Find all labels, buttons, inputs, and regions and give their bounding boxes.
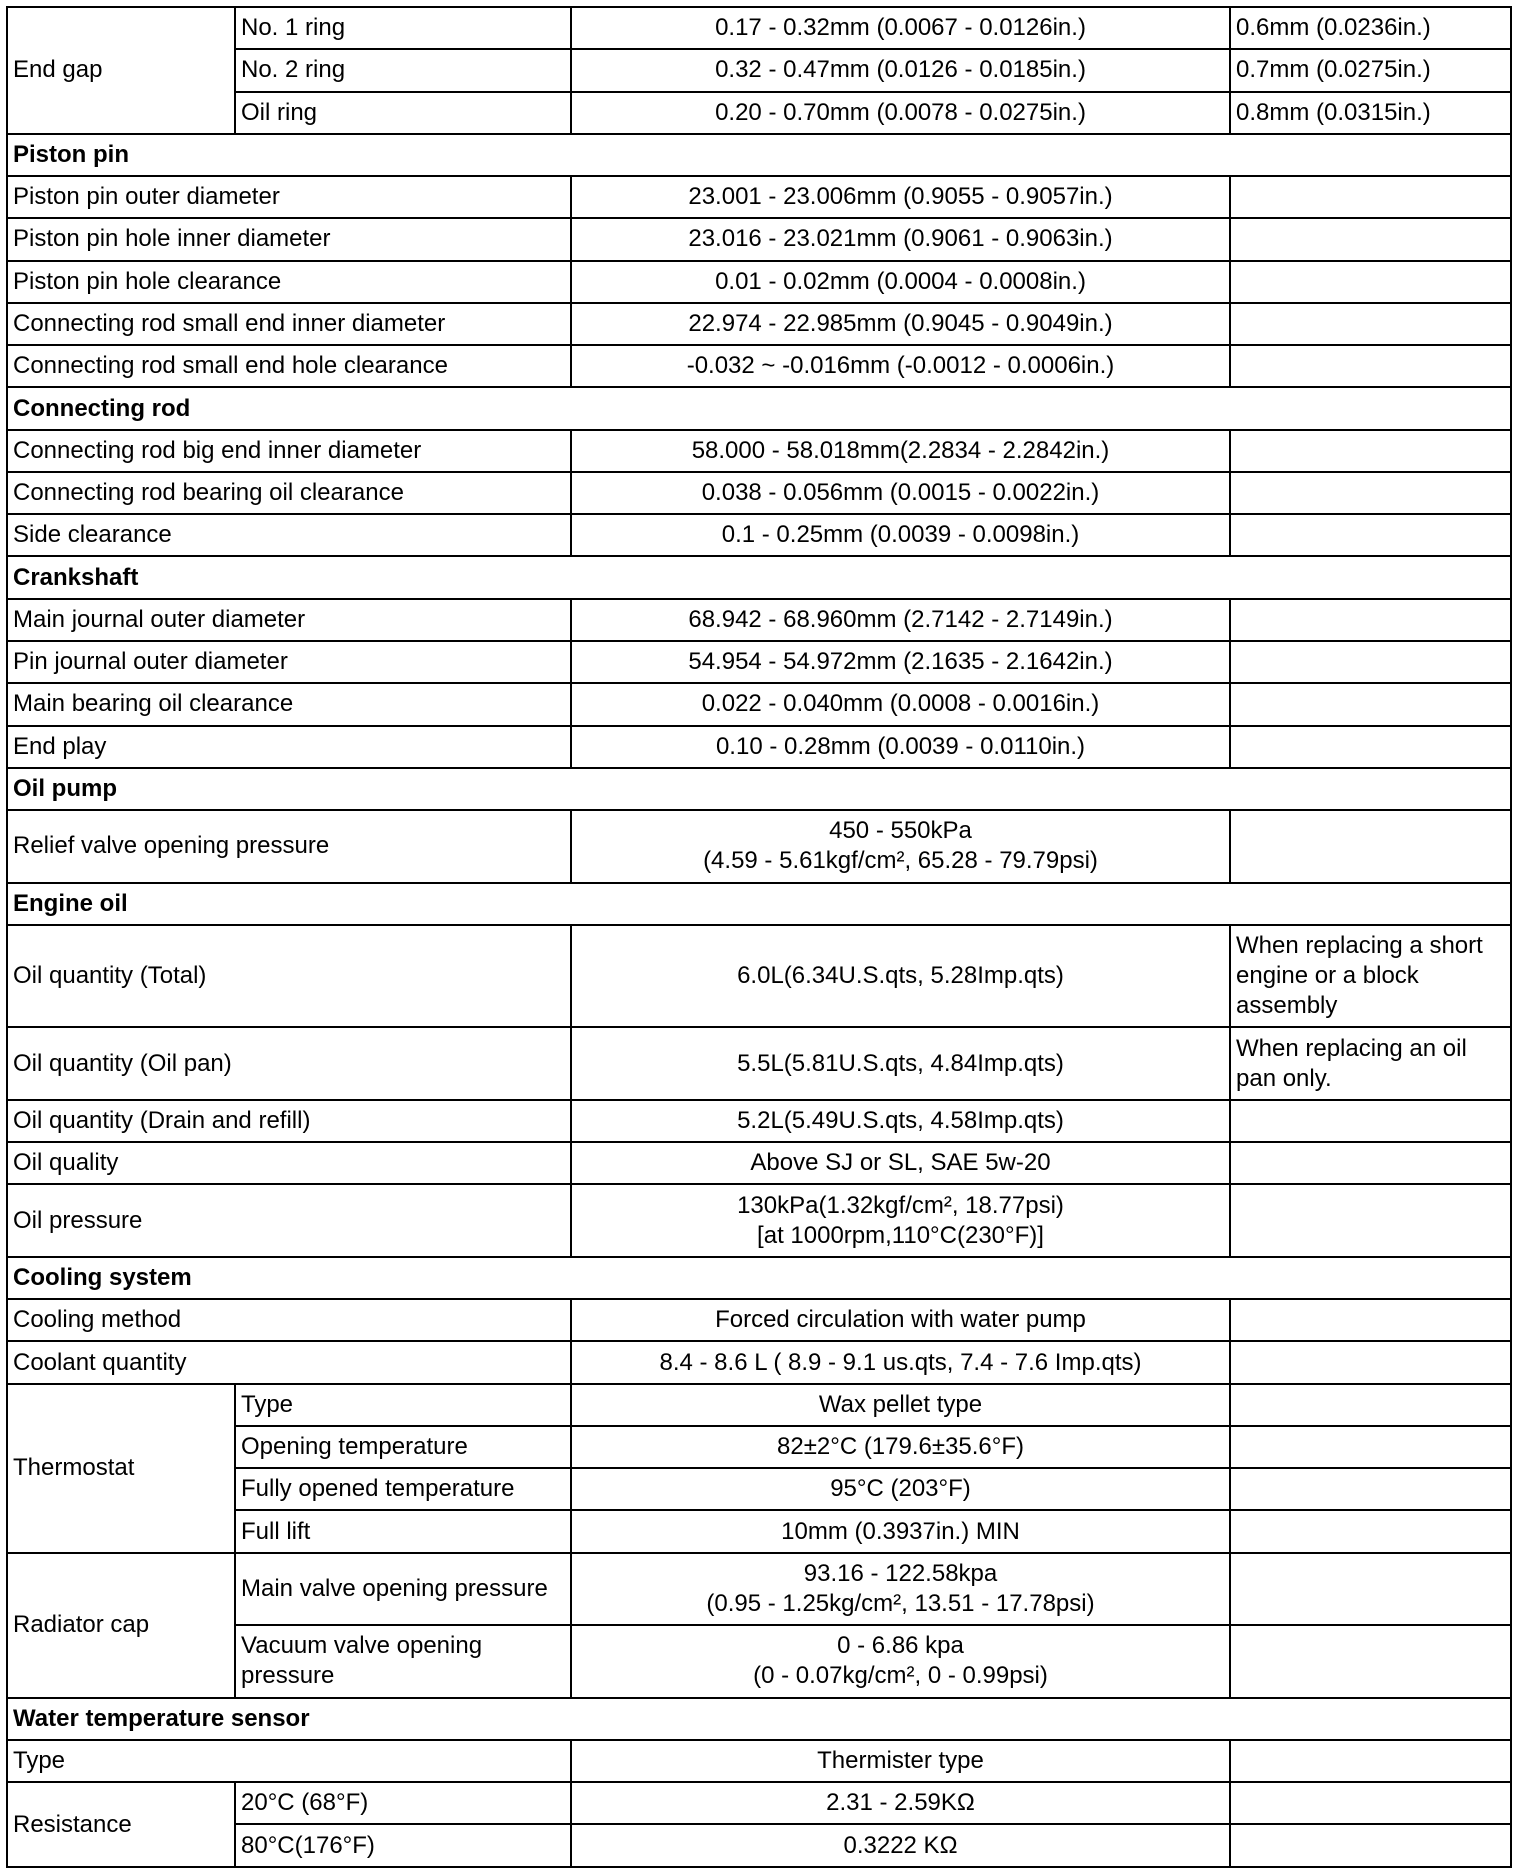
spec-limit — [1230, 1625, 1511, 1697]
spec-limit — [1230, 641, 1511, 683]
spec-value: 95°C (203°F) — [571, 1468, 1230, 1510]
spec-value: 58.000 - 58.018mm(2.2834 - 2.2842in.) — [571, 430, 1230, 472]
table-row — [7, 1782, 1511, 1824]
table-row — [7, 1299, 1511, 1341]
section-row — [7, 1698, 1511, 1740]
section-header: Connecting rod — [7, 387, 1511, 429]
spec-table-body — [7, 7, 1511, 1867]
spec-value: 450 - 550kPa (4.59 - 5.61kgf/cm², 65.28 - 79.79psi) — [571, 810, 1230, 882]
table-row — [7, 1341, 1511, 1383]
spec-value: 8.4 - 8.6 L ( 8.9 - 9.1 us.qts, 7.4 - 7.6 Imp.qts) — [571, 1341, 1230, 1383]
spec-label: End play — [7, 726, 571, 768]
spec-value: 5.5L(5.81U.S.qts, 4.84Imp.qts) — [571, 1027, 1230, 1099]
spec-limit — [1230, 1341, 1511, 1383]
table-row — [7, 430, 1511, 472]
spec-limit: 0.7mm (0.0275in.) — [1230, 49, 1511, 91]
sub-label: Type — [235, 1384, 571, 1426]
table-row — [7, 7, 1511, 49]
section-header: Piston pin — [7, 134, 1511, 176]
spec-table — [6, 6, 1512, 1868]
sub-label: Full lift — [235, 1510, 571, 1552]
spec-label: Side clearance — [7, 514, 571, 556]
sub-label: Fully opened temperature — [235, 1468, 571, 1510]
group-label: Radiator cap — [7, 1553, 235, 1698]
spec-value: -0.032 ~ -0.016mm (-0.0012 - 0.0006in.) — [571, 345, 1230, 387]
spec-value: Above SJ or SL, SAE 5w-20 — [571, 1142, 1230, 1184]
spec-limit — [1230, 1510, 1511, 1552]
section-header: Crankshaft — [7, 556, 1511, 598]
spec-label: Connecting rod big end inner diameter — [7, 430, 571, 472]
group-label: Resistance — [7, 1782, 235, 1867]
table-row — [7, 472, 1511, 514]
spec-value: 10mm (0.3937in.) MIN — [571, 1510, 1230, 1552]
section-row — [7, 883, 1511, 925]
sub-label: No. 1 ring — [235, 7, 571, 49]
spec-label: Main journal outer diameter — [7, 599, 571, 641]
spec-limit — [1230, 1426, 1511, 1468]
section-row — [7, 134, 1511, 176]
spec-limit — [1230, 1824, 1511, 1867]
table-row — [7, 261, 1511, 303]
spec-value: 0.20 - 0.70mm (0.0078 - 0.0275in.) — [571, 92, 1230, 134]
spec-value: 0.3222 KΩ — [571, 1824, 1230, 1867]
table-row — [7, 810, 1511, 882]
table-row — [7, 303, 1511, 345]
group-label: End gap — [7, 7, 235, 134]
spec-label: Connecting rod small end inner diameter — [7, 303, 571, 345]
spec-value: Forced circulation with water pump — [571, 1299, 1230, 1341]
spec-value: 5.2L(5.49U.S.qts, 4.58Imp.qts) — [571, 1100, 1230, 1142]
sub-label: No. 2 ring — [235, 49, 571, 91]
sub-label: Opening temperature — [235, 1426, 571, 1468]
section-header: Water temperature sensor — [7, 1698, 1511, 1740]
table-row — [7, 1384, 1511, 1426]
table-row — [7, 1100, 1511, 1142]
spec-value: 0.17 - 0.32mm (0.0067 - 0.0126in.) — [571, 7, 1230, 49]
spec-label: Connecting rod bearing oil clearance — [7, 472, 571, 514]
spec-value: 2.31 - 2.59KΩ — [571, 1782, 1230, 1824]
spec-limit — [1230, 1740, 1511, 1782]
spec-limit: When replacing an oil pan only. — [1230, 1027, 1511, 1099]
spec-limit — [1230, 683, 1511, 725]
spec-limit — [1230, 1468, 1511, 1510]
section-header: Oil pump — [7, 768, 1511, 810]
spec-limit: When replacing a short engine or a block assembly — [1230, 925, 1511, 1028]
spec-limit — [1230, 514, 1511, 556]
sub-label: 80°C(176°F) — [235, 1824, 571, 1867]
section-row — [7, 768, 1511, 810]
spec-limit — [1230, 1782, 1511, 1824]
spec-limit — [1230, 1553, 1511, 1625]
group-label: Thermostat — [7, 1384, 235, 1553]
spec-limit — [1230, 810, 1511, 882]
table-row — [7, 599, 1511, 641]
sub-label: Vacuum valve opening pressure — [235, 1625, 571, 1697]
table-row — [7, 514, 1511, 556]
spec-value: 0 - 6.86 kpa (0 - 0.07kg/cm², 0 - 0.99psi) — [571, 1625, 1230, 1697]
spec-label: Connecting rod small end hole clearance — [7, 345, 571, 387]
spec-limit — [1230, 1384, 1511, 1426]
spec-label: Oil pressure — [7, 1184, 571, 1256]
spec-value: 54.954 - 54.972mm (2.1635 - 2.1642in.) — [571, 641, 1230, 683]
section-row — [7, 387, 1511, 429]
spec-label: Piston pin hole inner diameter — [7, 218, 571, 260]
spec-value: 6.0L(6.34U.S.qts, 5.28Imp.qts) — [571, 925, 1230, 1028]
section-row — [7, 1257, 1511, 1299]
spec-label: Oil quantity (Drain and refill) — [7, 1100, 571, 1142]
table-row — [7, 345, 1511, 387]
sub-label: 20°C (68°F) — [235, 1782, 571, 1824]
spec-limit — [1230, 176, 1511, 218]
table-row — [7, 683, 1511, 725]
spec-value: 68.942 - 68.960mm (2.7142 - 2.7149in.) — [571, 599, 1230, 641]
table-row — [7, 641, 1511, 683]
spec-value: 130kPa(1.32kgf/cm², 18.77psi) [at 1000rpm,110°C(230°F)] — [571, 1184, 1230, 1256]
spec-value: 82±2°C (179.6±35.6°F) — [571, 1426, 1230, 1468]
spec-limit — [1230, 430, 1511, 472]
spec-limit — [1230, 726, 1511, 768]
table-row — [7, 1740, 1511, 1782]
spec-label: Oil quality — [7, 1142, 571, 1184]
table-row — [7, 176, 1511, 218]
spec-label: Pin journal outer diameter — [7, 641, 571, 683]
spec-label: Piston pin hole clearance — [7, 261, 571, 303]
spec-label: Oil quantity (Total) — [7, 925, 571, 1028]
spec-value: 93.16 - 122.58kpa (0.95 - 1.25kg/cm², 13.51 - 17.78psi) — [571, 1553, 1230, 1625]
spec-value: 23.016 - 23.021mm (0.9061 - 0.9063in.) — [571, 218, 1230, 260]
spec-limit — [1230, 472, 1511, 514]
spec-value: 0.022 - 0.040mm (0.0008 - 0.0016in.) — [571, 683, 1230, 725]
spec-label: Oil quantity (Oil pan) — [7, 1027, 571, 1099]
sub-label: Main valve opening pressure — [235, 1553, 571, 1625]
table-row — [7, 1142, 1511, 1184]
spec-value: 23.001 - 23.006mm (0.9055 - 0.9057in.) — [571, 176, 1230, 218]
table-row — [7, 1027, 1511, 1099]
spec-limit: 0.6mm (0.0236in.) — [1230, 7, 1511, 49]
table-row — [7, 218, 1511, 260]
spec-limit — [1230, 1299, 1511, 1341]
table-row — [7, 1553, 1511, 1625]
spec-limit — [1230, 1184, 1511, 1256]
spec-limit — [1230, 1142, 1511, 1184]
section-row — [7, 556, 1511, 598]
spec-limit — [1230, 345, 1511, 387]
spec-value: 0.01 - 0.02mm (0.0004 - 0.0008in.) — [571, 261, 1230, 303]
spec-label: Cooling method — [7, 1299, 571, 1341]
table-row — [7, 726, 1511, 768]
spec-value: 22.974 - 22.985mm (0.9045 - 0.9049in.) — [571, 303, 1230, 345]
table-row — [7, 1184, 1511, 1256]
spec-label: Relief valve opening pressure — [7, 810, 571, 882]
spec-label: Piston pin outer diameter — [7, 176, 571, 218]
spec-value: Thermister type — [571, 1740, 1230, 1782]
spec-value: 0.10 - 0.28mm (0.0039 - 0.0110in.) — [571, 726, 1230, 768]
section-header: Engine oil — [7, 883, 1511, 925]
spec-limit — [1230, 261, 1511, 303]
spec-value: 0.1 - 0.25mm (0.0039 - 0.0098in.) — [571, 514, 1230, 556]
table-row — [7, 925, 1511, 1028]
spec-limit: 0.8mm (0.0315in.) — [1230, 92, 1511, 134]
spec-limit — [1230, 599, 1511, 641]
spec-label: Type — [7, 1740, 571, 1782]
spec-label: Main bearing oil clearance — [7, 683, 571, 725]
spec-value: Wax pellet type — [571, 1384, 1230, 1426]
spec-value: 0.32 - 0.47mm (0.0126 - 0.0185in.) — [571, 49, 1230, 91]
spec-value: 0.038 - 0.056mm (0.0015 - 0.0022in.) — [571, 472, 1230, 514]
spec-limit — [1230, 303, 1511, 345]
sub-label: Oil ring — [235, 92, 571, 134]
spec-limit — [1230, 218, 1511, 260]
spec-limit — [1230, 1100, 1511, 1142]
spec-label: Coolant quantity — [7, 1341, 571, 1383]
section-header: Cooling system — [7, 1257, 1511, 1299]
